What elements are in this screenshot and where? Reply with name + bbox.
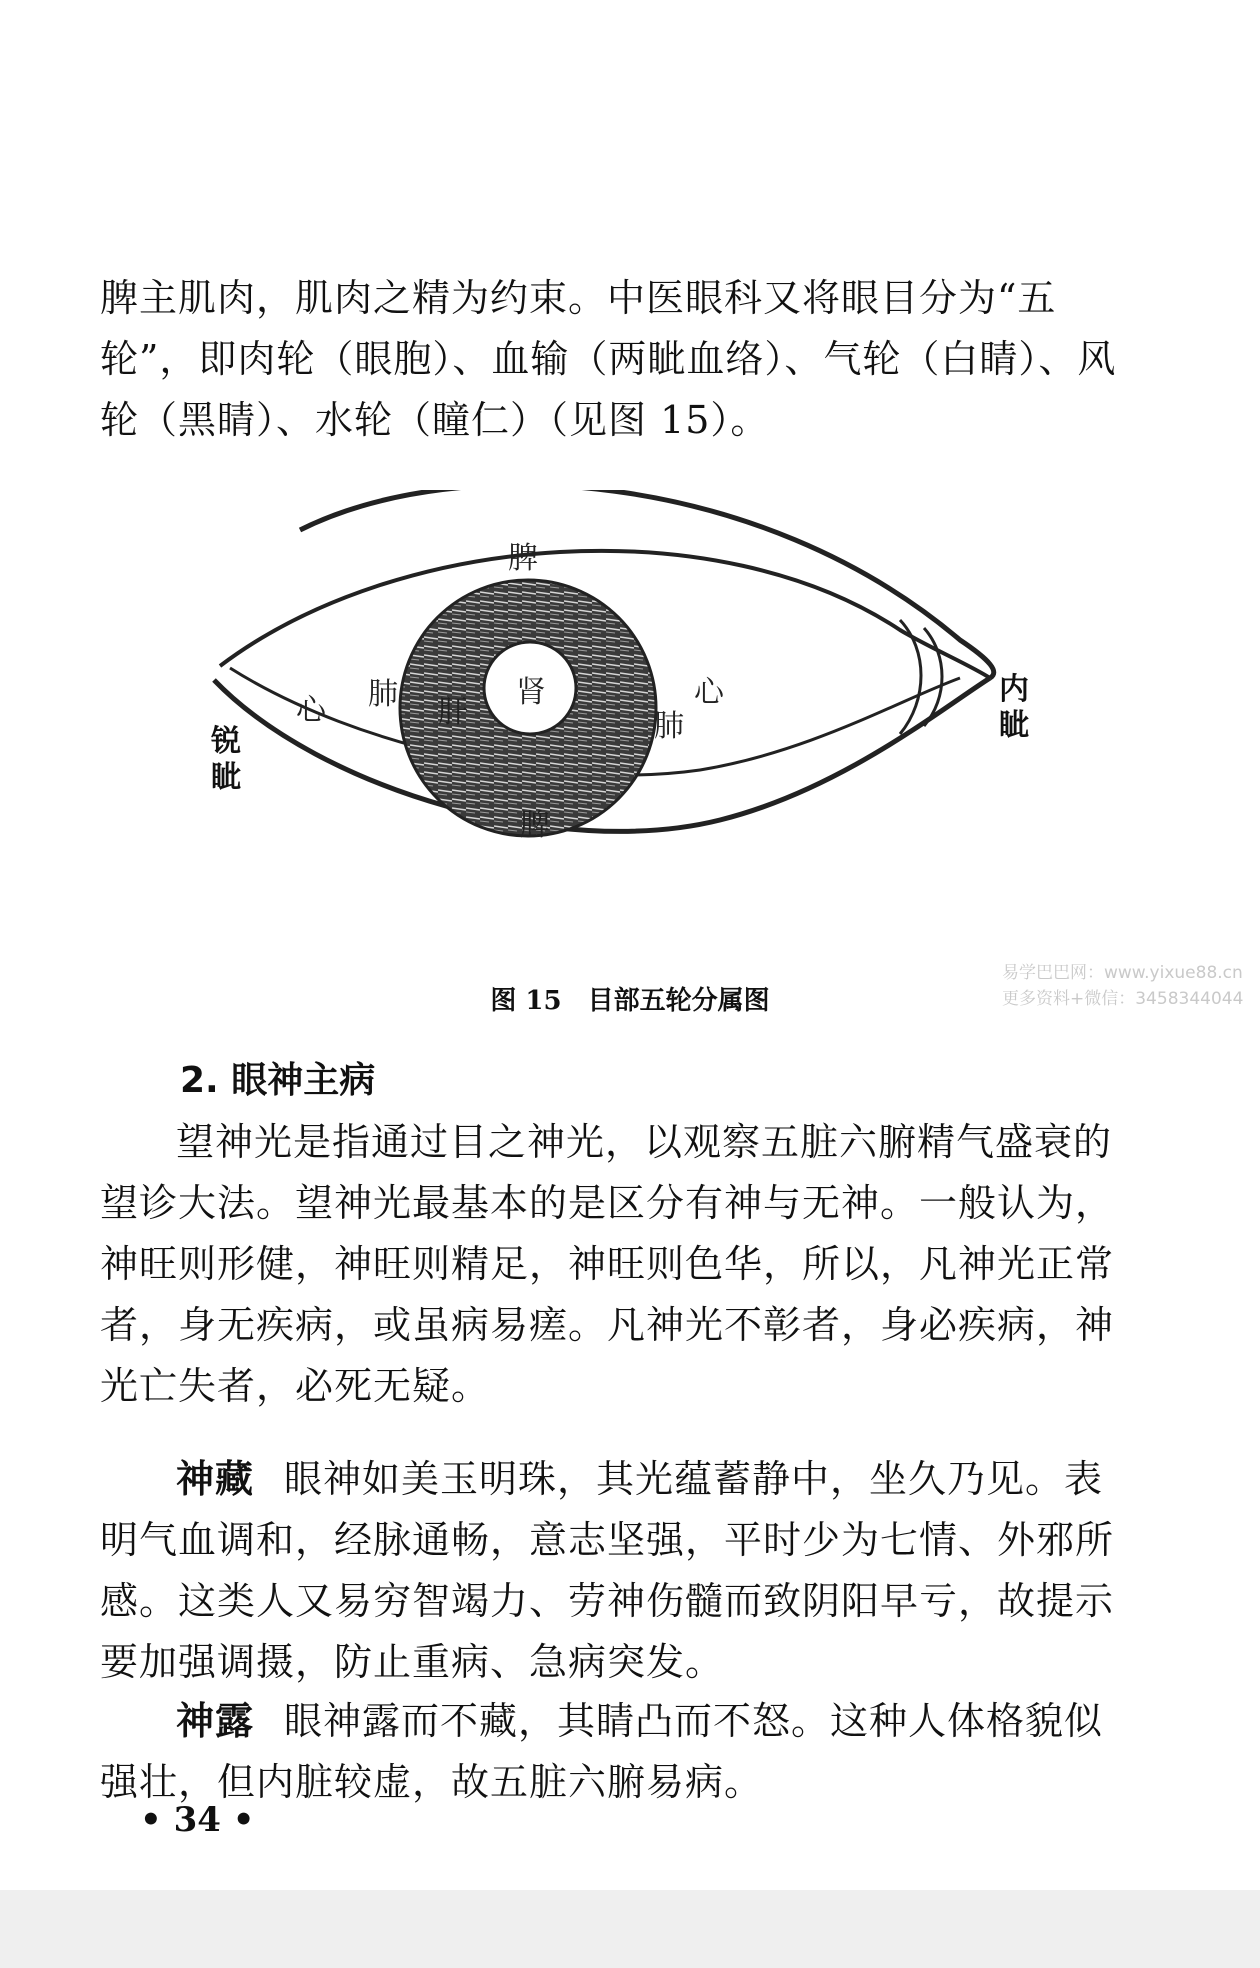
label-heart-right: 心: [694, 675, 724, 710]
label-lung-right: 肺: [654, 709, 684, 744]
text-shenlu: 眼神露而不藏，其睛凸而不怒。这种人体格貌似强壮，但内脏较虚，故五脏六腑易病。: [100, 1699, 1104, 1804]
figure-caption: 图 15 目部五轮分属图: [490, 986, 770, 1016]
label-spleen-top: 脾: [508, 541, 538, 576]
text-shencang: 眼神如美玉明珠，其光蕴蓄静中，坐久乃见。表明气血调和，经脉通畅，意志坚强，平时少为七情、外邪所感。这类人又易穷智竭力、劳神伤髓而致阴阳早亏，故提示要加强调摄，防止重病、急病突发。: [100, 1457, 1115, 1684]
watermark-line-1: 易学巴巴网：www.yixue88.cn: [1002, 963, 1243, 983]
intro-paragraph: 脾主肌肉，肌肉之精为约束。中医眼科又将眼目分为“五轮”，即肉轮（眼胞）、血输（两眦血络）、气轮（白睛）、风轮（黑睛）、水轮（瞳仁）（见图 15）。: [100, 276, 1117, 442]
bottom-margin-band: [0, 1890, 1260, 1968]
upper-eyelid-outer: [300, 490, 994, 678]
label-kidney: 肾: [516, 675, 546, 710]
label-spleen-bottom: 脾: [520, 808, 550, 843]
label-heart-left: 心: [296, 693, 326, 728]
paragraph-shenguang: 望神光是指通过目之神光，以观察五脏六腑精气盛衰的望诊大法。望神光最基本的是区分有神与无神。一般认为，神旺则形健，神旺则精足，神旺则色华，所以，凡神光正常者，身无疾病，或虽病易瘥。凡神光不彰者，身必疾病，神光亡失者，必死无疑。: [100, 1120, 1115, 1408]
paragraph-shenlu: [100, 1690, 1140, 1813]
label-liver: 肝: [438, 695, 468, 730]
paragraph-shencang: [100, 1448, 1140, 1693]
inner-canthus-arc-1: [900, 620, 921, 734]
label-lung-left: 肺: [368, 677, 398, 712]
page-number: • 34 •: [140, 1800, 255, 1840]
term-shencang: 神藏: [176, 1456, 255, 1501]
term-shenlu: 神露: [176, 1698, 255, 1743]
watermark-line-2: 更多资料+微信：3458344044: [1002, 989, 1244, 1009]
outer-canthus-label: 锐眦: [211, 724, 241, 795]
inner-canthus-label: 内眦: [999, 672, 1029, 743]
section-heading: 2. 眼神主病: [180, 1060, 376, 1101]
